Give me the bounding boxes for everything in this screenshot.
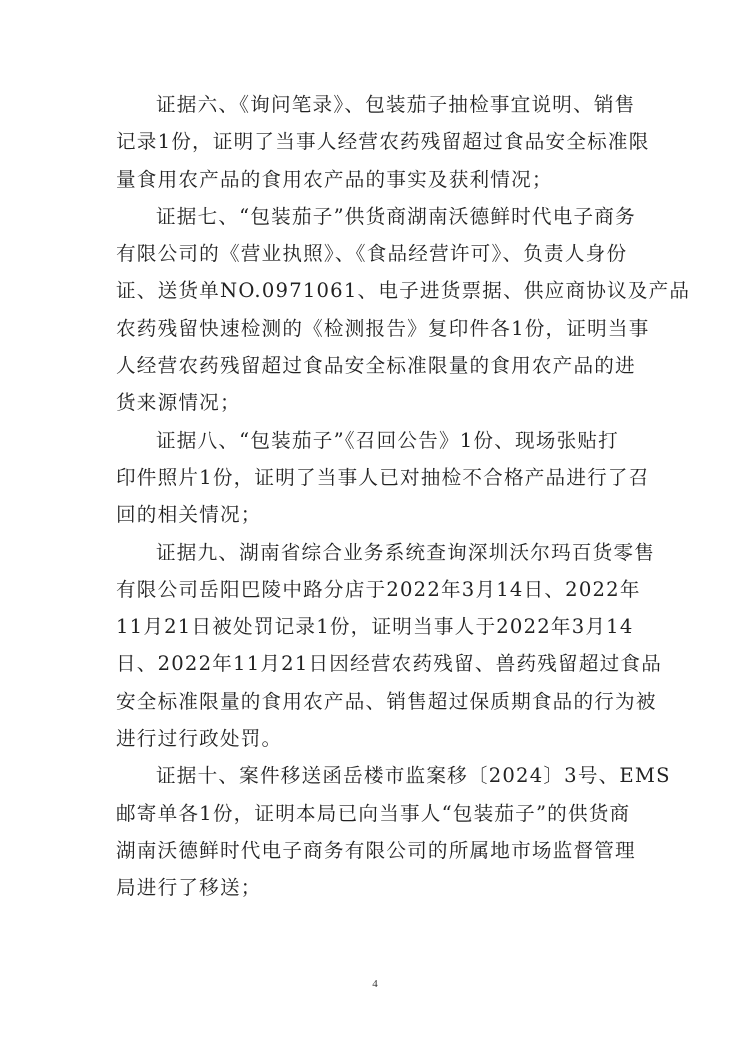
text-line: 印件照片1份，证明了当事人已对抽检不合格产品进行了召 [116,465,650,489]
text-line: 有限公司岳阳巴陵中路分店于2022年3月14日、2022年 [116,577,641,601]
text-line: 农药残留快速检测的《检测报告》复印件各1份，证明当事 [116,316,650,340]
document-body [116,86,691,907]
paragraph-evidence-7 [116,198,691,422]
text-line: 11月21日被处罚记录1份，证明当事人于2022年3月14 [116,615,634,639]
text-line: 人经营农药残留超过食品安全标准限量的食用农产品的进 [116,354,636,378]
text-line: 证据七、“包装茄子”供货商湖南沃德鲜时代电子商务 [156,204,636,228]
text-line: 证、送货单NO.0971061、电子进货票据、供应商协议及产品 [116,279,691,303]
text-line: 局进行了移送； [116,876,262,900]
paragraph-evidence-6 [116,86,650,198]
text-line: 记录1份，证明了当事人经营农药残留超过食品安全标准限 [116,130,650,154]
text-line: 量食用农产品的食用农产品的事实及获利情况； [116,167,553,191]
text-line: 证据六、《询问笔录》、包装茄子抽检事宜说明、销售 [156,93,636,116]
text-line: 邮寄单各1份，证明本局已向当事人“包装茄子”的供货商 [116,801,631,825]
text-line: 湖南沃德鲜时代电子商务有限公司的所属地市场监督管理 [116,838,636,862]
paragraph-evidence-8 [116,422,650,534]
page-number: 4 [372,978,378,990]
paragraph-evidence-10 [116,757,671,906]
text-line: 安全标准限量的食用农产品、销售超过保质期食品的行为被 [116,689,657,713]
text-line: 日、2022年11月21日因经营农药残留、兽药残留超过食品 [116,652,662,676]
text-line: 货来源情况； [116,391,241,415]
text-line: 进行过行政处罚。 [116,727,283,751]
text-line: 回的相关情况； [116,503,262,527]
text-line: 有限公司的《营业执照》、《食品经营许可》、负责人身份 [116,242,628,266]
paragraph-evidence-9 [116,534,662,758]
text-line: 证据十、案件移送函岳楼市监案移〔2024〕3号、EMS [156,764,671,788]
text-line: 证据九、湖南省综合业务系统查询深圳沃尔玛百货零售 [156,540,656,564]
text-line: 证据八、“包装茄子”《召回公告》1份、现场张贴打 [156,428,619,452]
